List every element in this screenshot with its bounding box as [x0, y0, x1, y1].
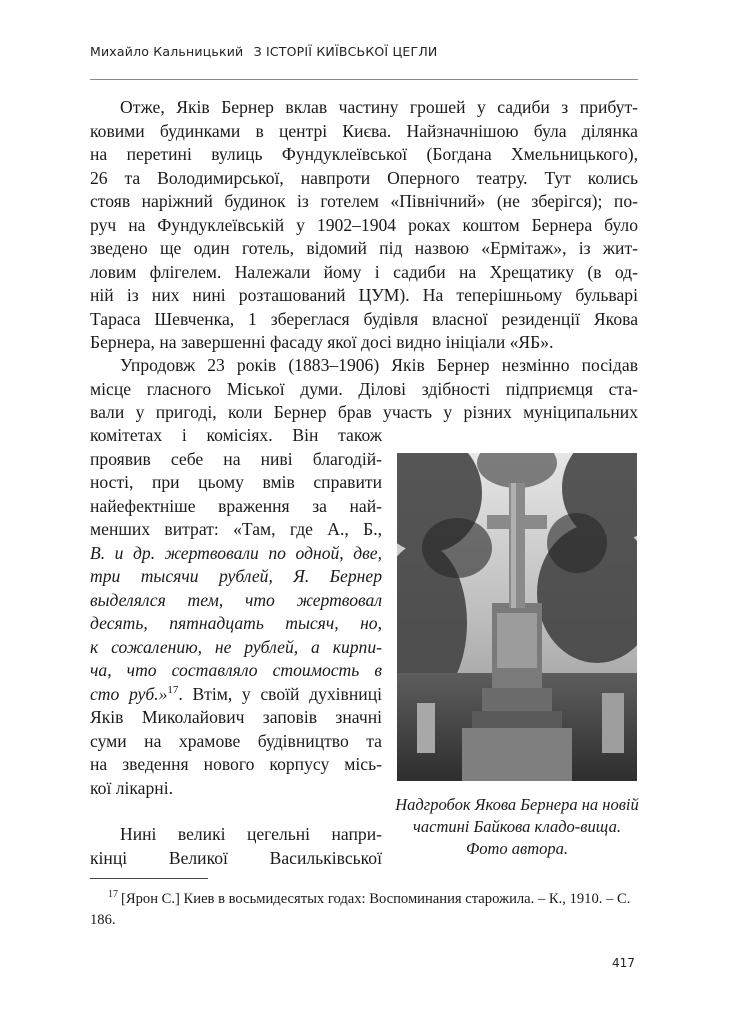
text-line: вали у пригоді, коли Бернер брав участь у різних муніципальних — [90, 402, 638, 422]
photo-caption: Надгробок Якова Бернера на новій частині Байкова кладо-вища. Фото автора. — [395, 795, 639, 858]
quote-text: сто руб.» — [90, 683, 168, 704]
text-line: руч на Фундуклеївській у 1902–1904 роках коштом Бернера було — [90, 214, 638, 235]
text-line: ній із них нині розташований ЦУМ). На теперішньому бульварі — [90, 285, 638, 305]
text-line: ності, при цьому вмів справити — [90, 472, 382, 492]
quote-line — [90, 589, 382, 613]
quote-text: десять, пятнадцать тысяч, но, — [90, 613, 382, 633]
quote-text: ча, что составляло стоимость в — [90, 660, 382, 680]
text-line: стояв наріжний будинок із готелем «Північний» (не зберігся); по- — [90, 191, 638, 211]
text-line: 26 та Володимирської, навпроти Оперного театру. Тут колись — [90, 167, 638, 188]
text-line: найефектніше враження за най- — [90, 495, 382, 516]
quote-text: В. и др. жертвовали по одной, две, — [90, 542, 382, 563]
page-number: 417 — [612, 956, 635, 970]
text-line: Нині великі цегельні напри- — [120, 824, 382, 844]
text-line: кої лікарні. — [90, 777, 173, 798]
paragraph-2 — [90, 354, 638, 425]
header-rule — [90, 79, 638, 80]
paragraph-2-wrapped — [90, 424, 382, 800]
quote-text: к сожалению, не рублей, а кирпи- — [90, 636, 382, 657]
text-line: на зведення нового корпусу місь- — [90, 754, 382, 774]
quote-text: три тысячи рублей, Я. Бернер — [90, 566, 382, 586]
quote-line — [90, 565, 382, 589]
quote-text: выделялся тем, что жертвовал — [90, 589, 382, 610]
quote-line — [90, 612, 382, 636]
text-line: проявив себе на ниві благодій- — [90, 448, 382, 469]
quote-line — [90, 542, 382, 566]
text-line: зведено ще один готель, відомий під назвою «Ермітаж», із жит- — [90, 238, 638, 258]
quote-line — [90, 659, 382, 683]
header-author: Михайло Кальницький — [90, 44, 244, 59]
text-line: місце гласного Міської думи. Ділові здібності підприємця ста- — [90, 378, 638, 399]
footnote-text: [Ярон С.] Киев в восьмидесятых годах: Воспоминания старожила. – К., 1910. – С. 186. — [90, 890, 631, 928]
quote-end-line — [90, 683, 382, 707]
text-line: Упродовж 23 років (1883–1906) Яків Бернер незмінно посідав — [120, 355, 638, 375]
text-line: кінці Великої Васильківської — [90, 847, 382, 868]
text-line: комітетах і комісіях. Він також — [90, 425, 382, 445]
text-line: на перетині вулиць Фундуклеївської (Богдана Хмельницького), — [90, 144, 638, 164]
paragraph-3 — [90, 823, 382, 870]
footnote — [90, 884, 638, 931]
footnote-number: 17 — [108, 889, 118, 900]
running-header — [90, 44, 638, 59]
text-line: Тараса Шевченка, 1 збереглася будівля власної резиденції Якова — [90, 308, 638, 329]
paragraph-1 — [90, 96, 638, 355]
text-line: менших витрат: «Там, где А., Б., — [90, 519, 382, 539]
cross-gravestone-photo-icon — [397, 453, 637, 781]
text-line: Яків Миколайович заповів значні — [90, 707, 382, 727]
footnote-ref[interactable]: 17 — [167, 683, 179, 696]
header-title: З ІСТОРІЇ КИЇВСЬКОЇ ЦЕГЛИ — [253, 44, 438, 59]
text-line: ковими будинками в центрі Києва. Найзначнішою була ділянка — [90, 120, 638, 141]
gravestone-photo — [397, 453, 637, 781]
text-line: Бернера, на завершенні фасаду якої досі видно ініціали «ЯБ». — [90, 332, 554, 352]
text-line: Отже, Яків Бернер вклав частину грошей у садиби з прибут- — [120, 97, 638, 117]
text-line: суми на храмове будівництво та — [90, 730, 382, 751]
text-line: ловим флігелем. Належали йому і садиби на Хрещатику (в од- — [90, 261, 638, 282]
footnote-rule — [90, 878, 208, 879]
quote-line — [90, 636, 382, 660]
text-fragment: . Втім, у своїй духівниці — [178, 683, 382, 704]
